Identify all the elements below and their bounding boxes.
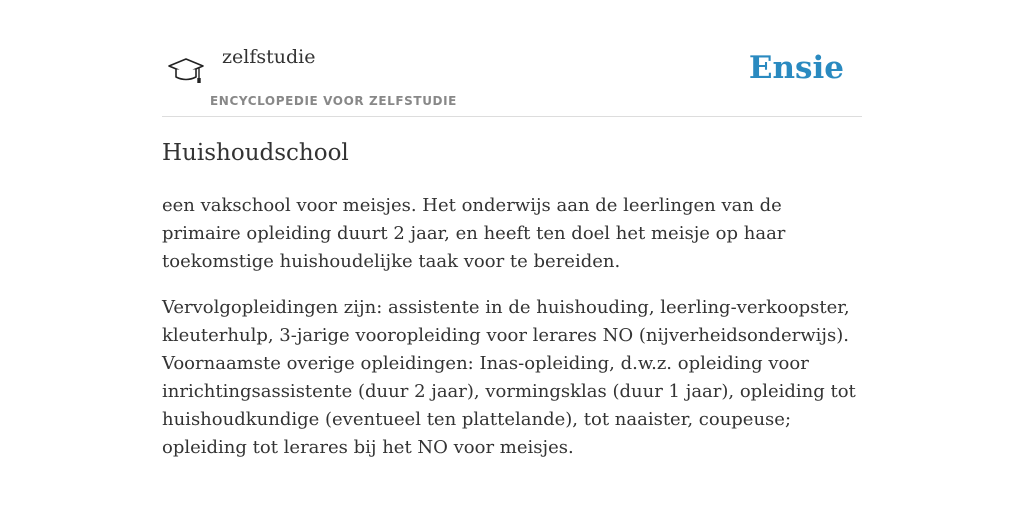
article-paragraph: Vervolgopleidingen zijn: assistente in de huishouding, leerling-verkoopster, kleuterhulp, 3-jarige vooropleiding voor lerares NO (nijverheidsonderwijs). Voornaamste overige opleidingen: Inas-opleiding, d.w.z. opleiding voor inrichtingsassistente (duur 2 jaar), vormingsklas (duur 1 jaar), opleiding tot huishoudkundige (eventueel ten plattelande), tot naaister, coupeuse; opleiding tot lerares bij het NO voor meisjes. (162, 297, 856, 458)
article-body (162, 192, 862, 480)
graduation-cap-icon[interactable] (166, 54, 206, 90)
article-paragraph: een vakschool voor meisjes. Het onderwijs aan de leerlingen van de primaire opleiding duurt 2 jaar, en heeft ten doel het meisje op haar toekomstige huishoudelijke taak voor te bereiden. (162, 195, 786, 272)
page-container (162, 0, 862, 458)
site-header (162, 0, 862, 117)
site-tagline: ENCYCLOPEDIE VOOR ZELFSTUDIE (210, 94, 457, 108)
brand-logo-link[interactable]: Ensie (748, 50, 844, 86)
site-name[interactable]: zelfstudie (222, 46, 316, 68)
article-title: Huishoudschool (162, 140, 349, 166)
